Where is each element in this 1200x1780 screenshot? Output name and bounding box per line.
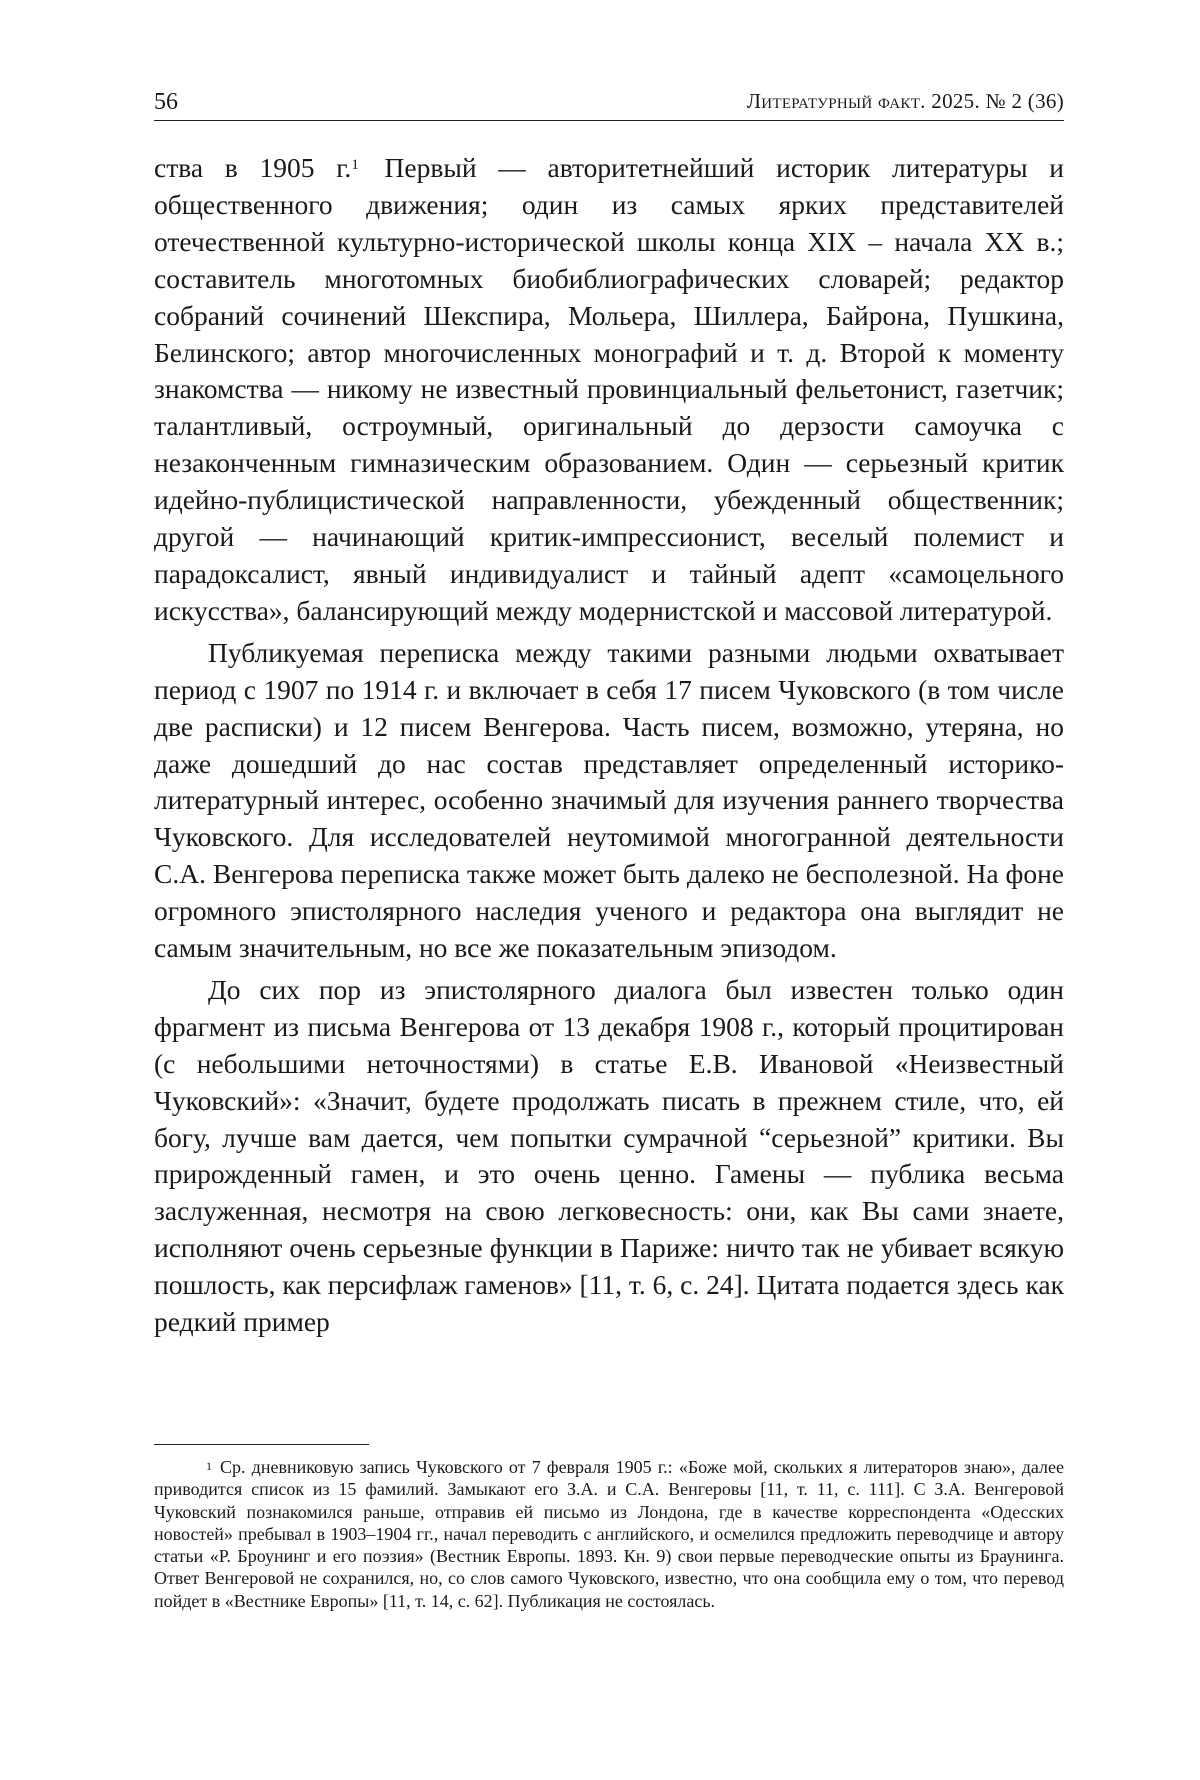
body-text [154,150,1064,1346]
footnote-marker: 1 [206,1459,212,1473]
paragraph-2: Публикуемая переписка между такими разными людьми охватывает период с 1907 по 1914 г. и включает в себя 17 писем Чуковского (в том числе две расписки) и 12 писем Венгерова. Часть писем, возможно, утеряна, но даже дошедший до нас состав представляет определенный историко-литературный интерес, особенно значимый для изучения раннего творчества Чуковского. Для исследователей неутомимой многогранной деятельности С.А. Венгерова переписка также может быть далеко не бесполезной. На фоне огромного эпистолярного наследия ученого и редактора она выглядит не самым значительным, но все же показательным эпизодом. [154,636,1064,964]
footnote-reference: 1 [351,157,359,173]
page-header [154,86,1064,121]
paragraph-1-rest: Первый — авторитетнейший историк литературы и общественного движения; один из самых ярких представителей отечественной культурно-исторической школы конца XIX – начала XX в.; составитель многотомных биобиблиографических словарей; редактор собраний сочинений Шекспира, Мольера, Шиллера, Байрона, Пушкина, Белинского; автор многочисленных монографий и т. д. Второй к моменту знакомства — никому не известный провинциальный фельетонист, газетчик; талантливый, остроумный, оригинальный до дерзости самоучка с незаконченным гимназическим образованием. Один — серьезный критик идейно-публицистической направленности, убежденный общественник; другой — начинающий критик-импрессионист, веселый полемист и парадоксалист, явный индивидуалист и тайный адепт «самоцельного искусства», балансирующий между модернистской и массовой литературой. [154,152,1065,626]
paragraph-1-start: ства в 1905 г. [154,152,352,183]
page-number: 56 [154,89,178,115]
paragraph-3: До сих пор из эпистолярного диалога был известен только один фрагмент из письма Венгерова от 13 декабря 1908 г., который процитирован (с небольшими неточностями) в статье Е.В. Ивановой «Неизвестный Чуковский»: «Значит, будете продолжать писать в прежнем стиле, что, ей богу, лучше вам дается, чем попытки сумрачной “серьезной” критики. Вы прирожденный гамен, и это очень ценно. Гамены — публика весьма заслуженная, несмотря на свою легковесность: они, как Вы сами знаете, исполняют очень серьезные функции в Париже: ничто так не убивает всякую пошлость, как персифлаж гаменов» [11, т. 6, с. 24]. Цитата подается здесь как редкий пример [154,973,1064,1338]
footnote [154,1456,1064,1612]
paragraph-1 [154,150,1064,630]
footnote-text: Ср. дневниковую запись Чуковского от 7 февраля 1905 г.: «Боже мой, скольких я литераторов знаю», далее приводится список из 15 фамилий. Замыкают его З.А. и С.А. Венгеровы [11, т. 11, с. 111]. С З.А. Венгеровой Чуковский познакомился раньше, отправив ей письмо из Лондона, где в качестве корреспондента «Одесских новостей» пребывал в 1903–1904 гг., начал переводить с английского, и осмелился предложить переводчице и автору статьи «Р. Броунинг и его поэзия» (Вестник Европы. 1893. Кн. 9) свои первые переводческие опыты из Браунинга. Ответ Венгеровой не сохранился, но, со слов самого Чуковского, известно, что она сообщила ему о том, что перевод пойдет в «Вестнике Европы» [11, т. 14, с. 62]. Публикация не состоялась. [154,1457,1064,1611]
running-title: Литературный факт. 2025. № 2 (36) [746,89,1064,113]
footnote-separator [154,1444,369,1445]
